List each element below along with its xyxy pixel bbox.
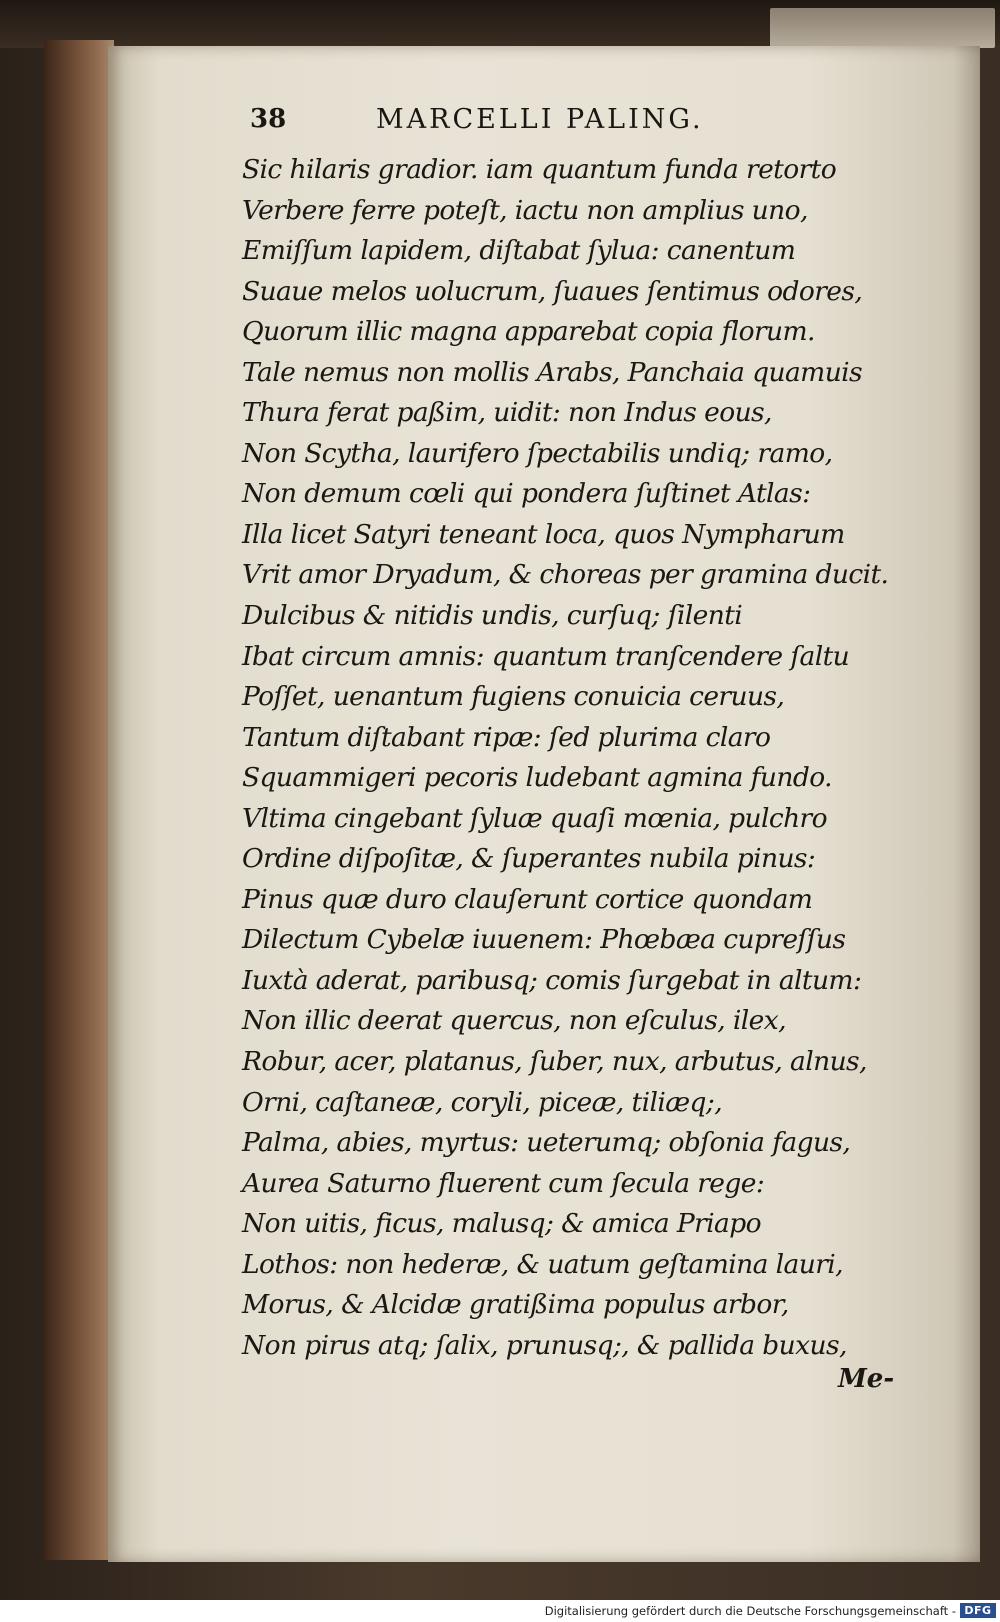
verse-line: Pinus quæ duro clauſerunt cortice quondam (242, 883, 813, 915)
verse-line: Orni, caſtaneæ, coryli, piceæ, tiliæq;, (242, 1086, 723, 1118)
verse-line: Sic hilaris gradior. iam quantum funda retorto (242, 154, 837, 185)
verse-line: Non pirus atq; ſalix, prunusq;, & pallida buxus, (242, 1329, 847, 1361)
page-number: 38 (250, 104, 287, 134)
verse-line: Verbere ferre poteſt, iactu non amplius uno, (242, 194, 808, 226)
digitization-footer (0, 1600, 1000, 1622)
verse-line: Quorum illic magna apparebat copia florum. (242, 316, 815, 348)
verse-line: Dulcibus & nitidis undis, curſuq; ſilenti (242, 600, 743, 632)
verse-line: Squammigeri pecoris ludebant agmina fundo. (242, 762, 832, 794)
verse-line: Aurea Saturno fluerent cum ſecula rege: (242, 1167, 765, 1199)
page-header (250, 104, 790, 150)
verse-line: Non uitis, ficus, malusq; & amica Priapo (242, 1208, 761, 1240)
verse-line: Emiſſum lapidem, diſtabat ſylua: canentum (242, 235, 796, 267)
verse-line: Iuxtà aderat, paribusq; comis ſurgebat in altum: (242, 964, 862, 996)
verse-line: Suaue melos uolucrum, ſuaues ſentimus odores, (242, 275, 863, 307)
verse-line: Thura ferat paßim, uidit: non Indus eous, (242, 397, 772, 429)
verse-line: Non Scytha, laurifero ſpectabilis undiq; ramo, (242, 437, 833, 469)
verse-line: Ordine diſpoſitæ, & ſuperantes nubila pinus: (242, 843, 816, 875)
verse-line: Dilectum Cybelæ iuuenem: Phœbæa cupreſſus (242, 924, 846, 956)
back-cover-edge (770, 8, 995, 48)
verse-line: Tantum diſtabant ripæ: ſed plurima claro (242, 721, 771, 753)
footer-credit: Digitalisierung gefördert durch die Deutsche Forschungsgemeinschaft - (544, 1604, 956, 1618)
book-gutter (44, 40, 114, 1560)
dfg-logo: DFG (960, 1603, 996, 1618)
running-head: MARCELLI PALING. (376, 104, 704, 135)
verse-line: Non demum cœli qui pondera ſuſtinet Atlas: (242, 478, 811, 510)
verse-line: Vltima cingebant ſyluæ quaſi mœnia, pulchro (242, 802, 827, 834)
verse-line: Non illic deerat quercus, non eſculus, ilex, (242, 1005, 786, 1037)
verse-line: Poſſet, uenantum fugiens conuicia ceruus, (242, 681, 785, 713)
verse-line: Morus, & Alcidæ gratißima populus arbor, (242, 1289, 789, 1321)
verse-line: Ibat circum amnis: quantum tranſcendere ſaltu (242, 640, 850, 672)
verse-line: Vrit amor Dryadum, & choreas per gramina ducit. (242, 559, 889, 591)
verse-line: Robur, acer, platanus, ſuber, nux, arbutus, alnus, (242, 1046, 867, 1078)
verse-line: Lothos: non hederæ, & uatum geſtamina lauri, (242, 1248, 843, 1280)
catchword: Me- (838, 1364, 895, 1394)
verse-text (242, 150, 892, 1366)
verse-line: Illa licet Satyri teneant loca, quos Nympharum (242, 518, 845, 550)
verse-line: Tale nemus non mollis Arabs, Panchaia quamuis (242, 356, 863, 388)
verse-line: Palma, abies, myrtus: ueterumq; obſonia fagus, (242, 1127, 851, 1159)
